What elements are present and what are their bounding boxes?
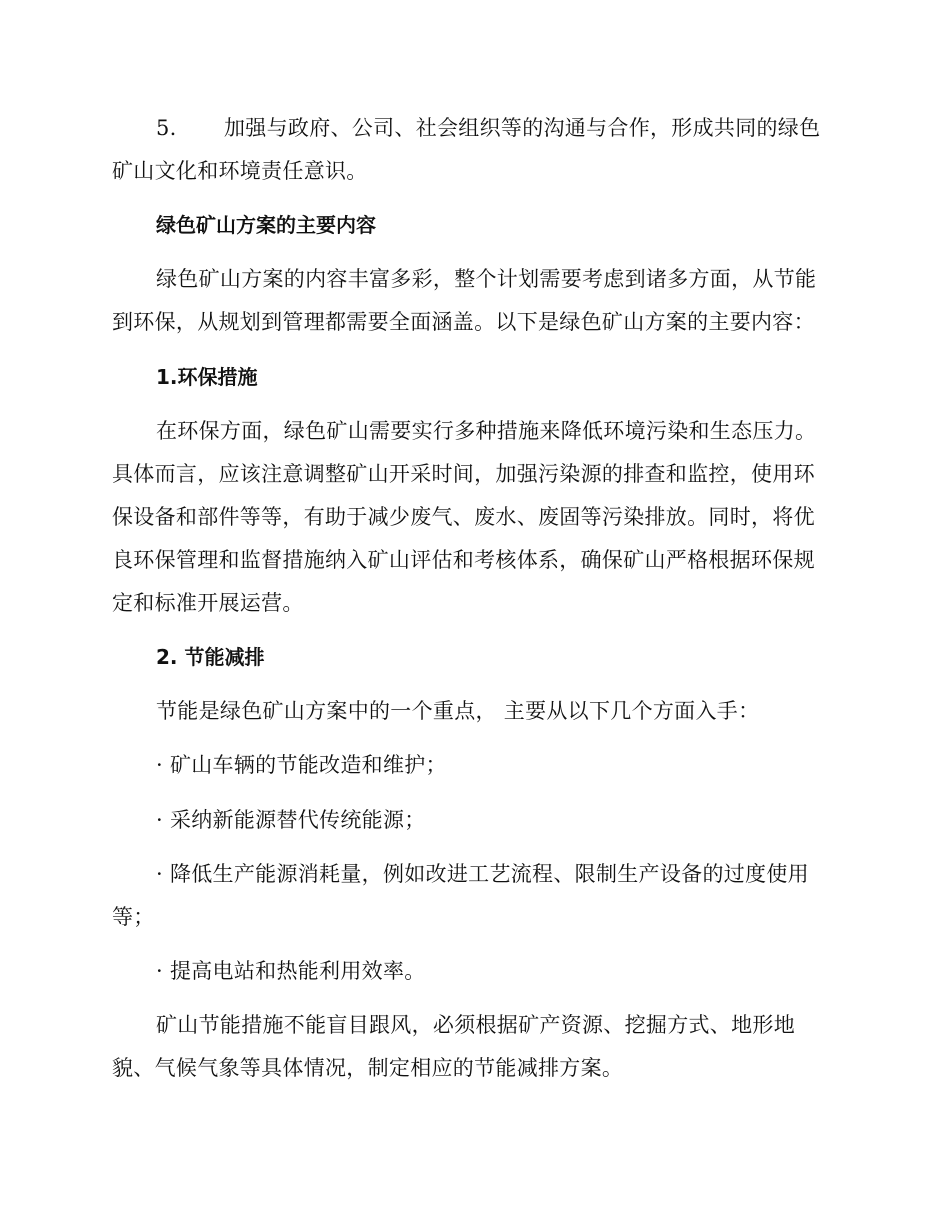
bullet-item-3: · 降低生产能源消耗量，例如改进工艺流程、限制生产设备的过度使用 <box>156 862 809 886</box>
bullet-item-3-continued: 等； <box>112 905 155 929</box>
item5-number: 5. <box>156 116 177 140</box>
env-para-line1: 在环保方面，绿色矿山需要实行多种措施来降低环境污染和生态压力。 <box>156 419 817 443</box>
main-para-line2: 到环保，从规划到管理都需要全面涵盖。以下是绿色矿山方案的主要内容： <box>112 310 815 334</box>
section-heading-main-content: 绿色矿山方案的主要内容 <box>156 213 376 237</box>
section-heading-environmental: 1.环保措施 <box>156 365 258 389</box>
energy-intro: 节能是绿色矿山方案中的一个重点， 主要从以下几个方面入手： <box>156 699 760 723</box>
section-heading-energy: 2. 节能减排 <box>156 645 265 669</box>
main-para-line1: 绿色矿山方案的内容丰富多彩，整个计划需要考虑到诸多方面，从节能 <box>156 267 817 291</box>
item5-text: 加强与政府、公司、社会组织等的沟通与合作，形成共同的绿色 <box>224 116 821 140</box>
env-para-line5: 定和标准开展运营。 <box>112 591 304 615</box>
bullet-item-1: · 矿山车辆的节能改造和维护； <box>156 753 447 777</box>
item5-line2: 矿山文化和环境责任意识。 <box>112 159 368 183</box>
env-para-line3: 保设备和部件等等，有助于减少废气、废水、废固等污染排放。同时，将优 <box>112 505 815 529</box>
bullet-item-4: · 提高电站和热能利用效率。 <box>156 959 426 983</box>
item5-line1 <box>156 114 820 142</box>
bullet-item-2: · 采纳新能源替代传统能源； <box>156 808 426 832</box>
env-para-line4: 良环保管理和监督措施纳入矿山评估和考核体系，确保矿山严格根据环保规 <box>112 548 815 572</box>
energy-closing-line2: 貌、气候气象等具体情况，制定相应的节能减排方案。 <box>112 1056 624 1080</box>
energy-closing-line1: 矿山节能措施不能盲目跟风，必须根据矿产资源、挖掘方式、地形地 <box>156 1013 795 1037</box>
env-para-line2: 具体而言，应该注意调整矿山开采时间，加强污染源的排查和监控，使用环 <box>112 462 815 486</box>
